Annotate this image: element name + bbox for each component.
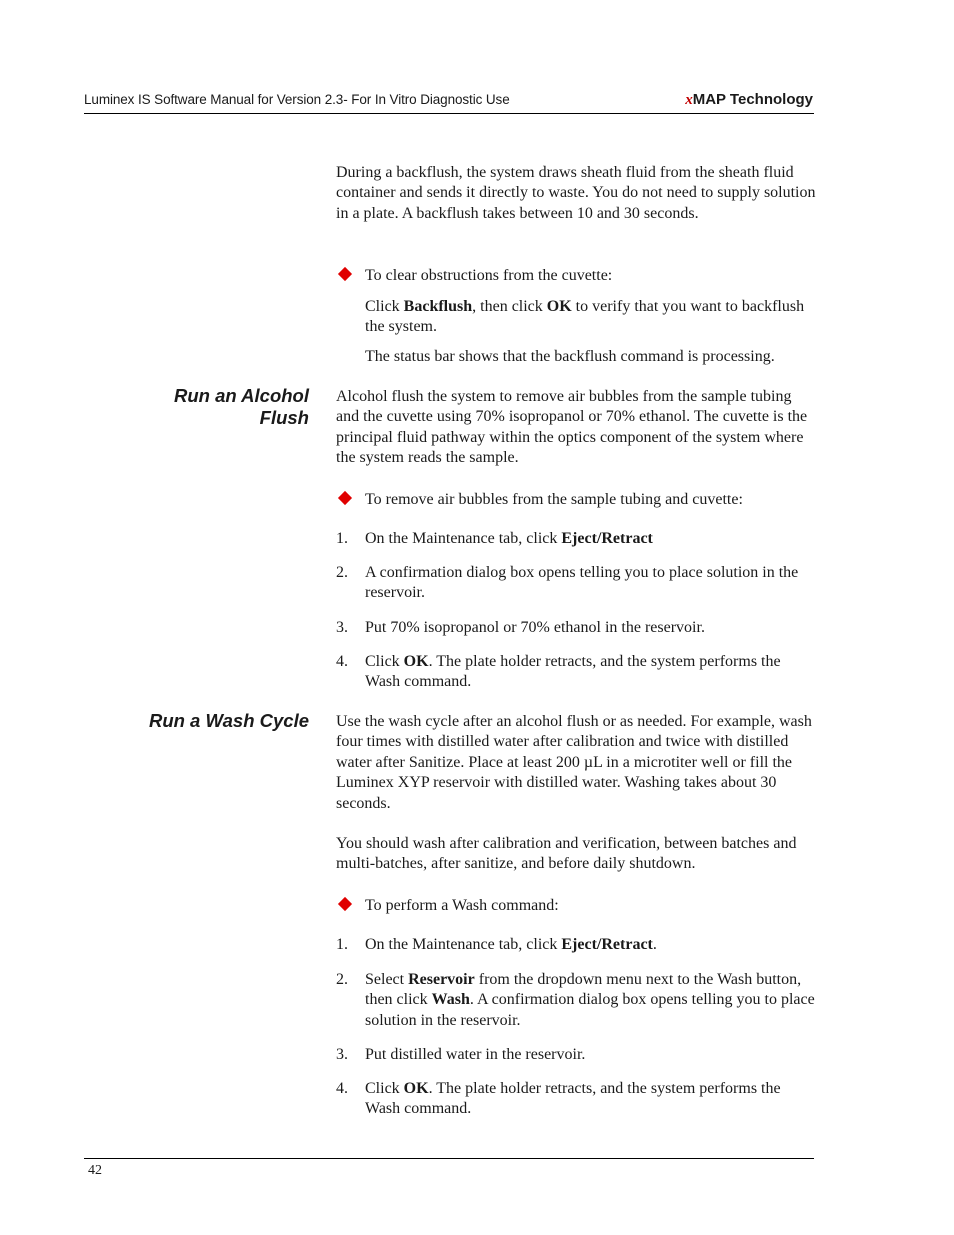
wash-step-4: Click OK. The plate holder retracts, and the system performs the Wash command.: [365, 1080, 781, 1118]
wash-step-3: Put distilled water in the reservoir.: [365, 1046, 586, 1063]
backflush-status: The status bar shows that the backflush command is processing.: [365, 348, 775, 365]
alcohol-intro: Alcohol flush the system to remove air bubbles from the sample tubing and the cuvette using 70% isopropanol or 70% ethanol. The cuvette is the principal fluid pathway within the optics component of the system where the system reads the sample.: [336, 388, 808, 467]
bullet-diamond-icon: [338, 897, 352, 911]
bullet-diamond-icon: [338, 267, 352, 281]
section-heading-wash-cycle: Run a Wash Cycle: [148, 710, 309, 731]
wash-step-1: On the Maintenance tab, click Eject/Retract.: [365, 936, 657, 953]
header-rule: [84, 113, 814, 114]
section-heading-alcohol-flush: Run an Alcohol Flush: [174, 385, 309, 428]
backflush-step: Click Backflush, then click OK to verify that you want to backflush the system.: [365, 298, 805, 336]
backflush-intro: During a backflush, the system draws sheath fluid from the sheath fluid container and sends it directly to waste. You do not need to supply solution in a plate. A backflush takes between 10 and 30 seconds.: [336, 164, 816, 222]
alcohol-step-1-number: 1.: [336, 530, 348, 547]
footer-rule: [84, 1158, 814, 1159]
backflush-bullet: To clear obstructions from the cuvette:: [365, 267, 613, 284]
bullet-diamond-icon: [338, 491, 352, 505]
alcohol-step-2-number: 2.: [336, 564, 348, 581]
alcohol-step-4: Click OK. The plate holder retracts, and the system performs the Wash command.: [365, 653, 781, 691]
wash-bullet: To perform a Wash command:: [365, 897, 559, 914]
alcohol-step-4-number: 4.: [336, 653, 348, 670]
alcohol-step-3: Put 70% isopropanol or 70% ethanol in the reservoir.: [365, 619, 705, 636]
wash-step-3-number: 3.: [336, 1046, 348, 1063]
brand-logo-text: [685, 91, 813, 109]
brand-rest: MAP Technology: [692, 91, 813, 108]
running-header-title: Luminex IS Software Manual for Version 2.3- For In Vitro Diagnostic Use: [84, 92, 510, 107]
alcohol-step-1: On the Maintenance tab, click Eject/Retract: [365, 530, 653, 547]
wash-step-4-number: 4.: [336, 1080, 348, 1097]
wash-step-2: Select Reservoir from the dropdown menu next to the Wash button, then click Wash. A confirmation dialog box opens telling you to place solution in the reservoir.: [365, 971, 815, 1029]
alcohol-step-2: A confirmation dialog box opens telling you to place solution in the reservoir.: [365, 564, 799, 602]
wash-step-1-number: 1.: [336, 936, 348, 953]
wash-intro: Use the wash cycle after an alcohol flush or as needed. For example, wash four times with distilled water after calibration and twice with distilled water after Sanitize. Place at least 200 µL in a microtiter well or fill the Luminex XYP reservoir with distilled water. Washing takes about 30 seconds.: [336, 713, 812, 812]
brand-x: x: [685, 92, 693, 108]
alcohol-step-3-number: 3.: [336, 619, 348, 636]
alcohol-bullet: To remove air bubbles from the sample tubing and cuvette:: [365, 491, 743, 508]
wash-intro-2: You should wash after calibration and verification, between batches and multi-batches, after sanitize, and before daily shutdown.: [336, 835, 797, 873]
wash-step-2-number: 2.: [336, 971, 348, 988]
page-number: 42: [88, 1163, 102, 1178]
